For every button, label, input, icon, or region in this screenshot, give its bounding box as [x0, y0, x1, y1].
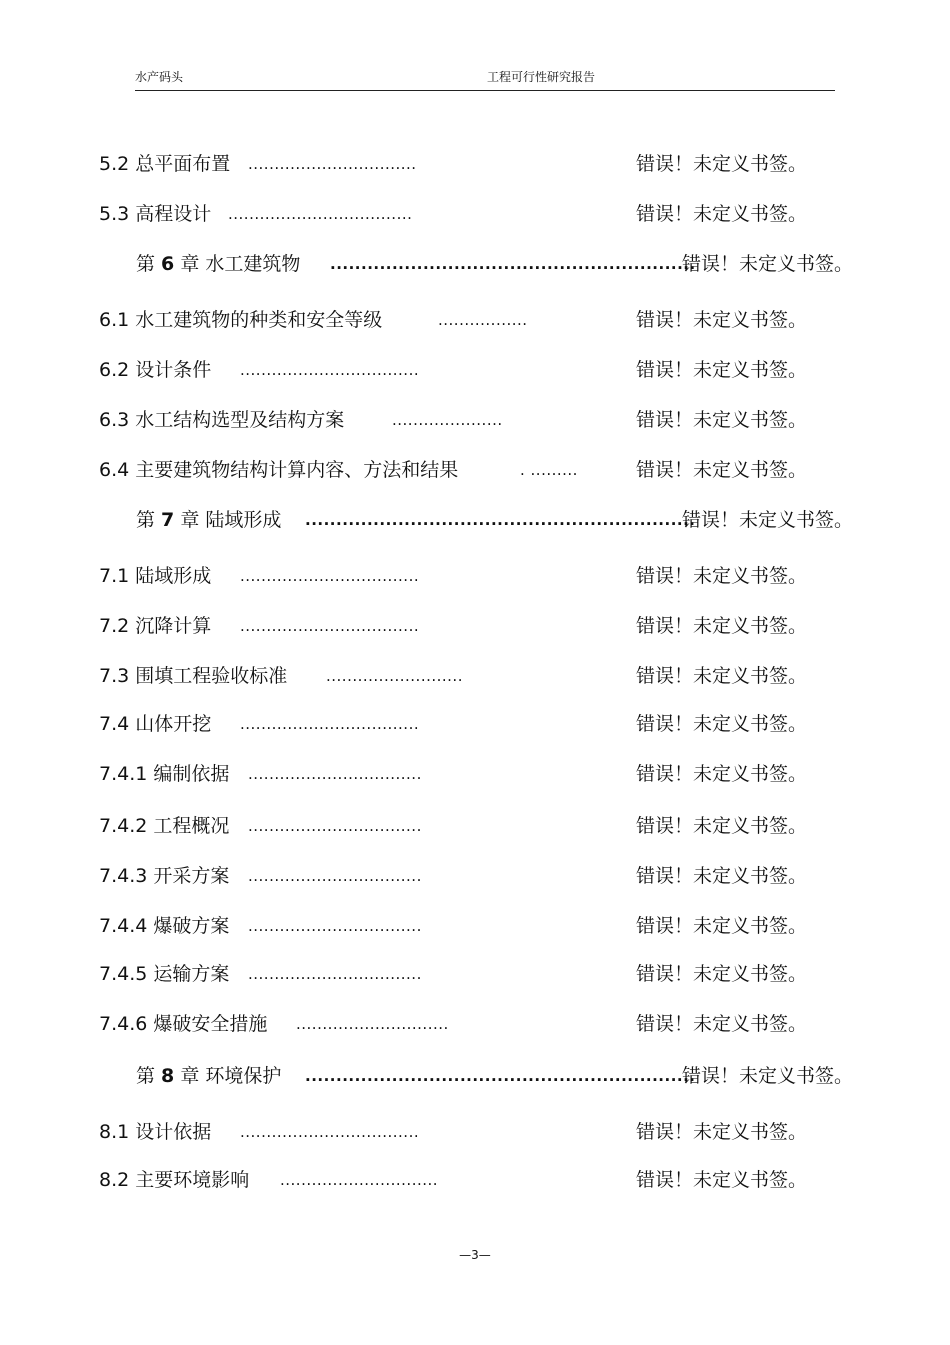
- toc-entry[interactable]: [0, 1010, 950, 1038]
- toc-page-reference: 错误！未定义书签。: [636, 815, 808, 837]
- toc-entry[interactable]: [0, 150, 950, 178]
- toc-entry[interactable]: [0, 710, 950, 738]
- toc-page-reference: 错误！未定义书签。: [636, 153, 808, 175]
- toc-page-reference: 错误！未定义书签。: [636, 1121, 808, 1143]
- toc-dot-leader: ..................................: [240, 1123, 420, 1141]
- toc-page-reference: 错误！未定义书签。: [636, 963, 808, 985]
- chapter-number: 8: [161, 1065, 175, 1087]
- toc-page-reference: 错误！未定义书签。: [636, 615, 808, 637]
- chapter-number: 7: [161, 509, 175, 531]
- toc-page-reference: 错误！未定义书签。: [636, 309, 808, 331]
- toc-entry[interactable]: [0, 1166, 950, 1194]
- toc-dot-leader: .............................: [296, 1015, 449, 1033]
- toc-entry-label: 7.4.3 开采方案: [99, 865, 230, 887]
- chapter-title: 章 水工建筑物: [174, 253, 301, 275]
- toc-entry-label: 6.3 水工结构选型及结构方案: [99, 409, 345, 431]
- chapter-prefix: 第: [136, 1065, 162, 1087]
- toc-entry[interactable]: [0, 1118, 950, 1146]
- toc-entry-label: 5.2 总平面布置: [99, 153, 231, 175]
- toc-entry-label: 7.4.5 运输方案: [99, 963, 230, 985]
- toc-entry-label: 8.2 主要环境影响: [99, 1169, 250, 1191]
- toc-entry-label: 5.3 高程设计: [99, 203, 212, 225]
- toc-page-reference: 错误！未定义书签。: [636, 203, 808, 225]
- toc-page-reference: 错误！未定义书签。: [636, 359, 808, 381]
- toc-entry-label: 7.4.1 编制依据: [99, 763, 230, 785]
- toc-page-reference: 错误！未定义书签。: [636, 1013, 808, 1035]
- toc-entry-label: 6.4 主要建筑物结构计算内容、方法和结果: [99, 459, 459, 481]
- toc-page-reference: 错误！未定义书签。: [636, 713, 808, 735]
- toc-entry-label: 7.4 山体开挖: [99, 713, 212, 735]
- toc-page-reference: 错误！未定义书签。: [682, 1065, 854, 1087]
- toc-page-reference: 错误！未定义书签。: [636, 1169, 808, 1191]
- toc-entry-label: [136, 250, 300, 278]
- toc-entry[interactable]: [0, 306, 950, 334]
- toc-dot-leader: ..............................: [280, 1171, 439, 1189]
- toc-dot-leader: .................................: [248, 867, 422, 885]
- toc-entry-label: 7.4.2 工程概况: [99, 815, 230, 837]
- toc-dot-leader: ..................................: [240, 617, 420, 635]
- toc-chapter-entry[interactable]: [0, 506, 950, 534]
- toc-entry-label: 7.1 陆域形成: [99, 565, 212, 587]
- toc-dot-leader: ...............................................................: [305, 511, 696, 529]
- toc-entry[interactable]: [0, 406, 950, 434]
- toc-entry[interactable]: [0, 562, 950, 590]
- chapter-number: 6: [161, 253, 175, 275]
- toc-dot-leader: .................................: [248, 965, 422, 983]
- toc-entry[interactable]: [0, 456, 950, 484]
- toc-entry-label: 7.3 围填工程验收标准: [99, 665, 288, 687]
- toc-dot-leader: .....................: [392, 411, 503, 429]
- toc-dot-leader: .................................: [248, 817, 422, 835]
- toc-entry-label: 7.4.6 爆破安全措施: [99, 1013, 268, 1035]
- toc-entry[interactable]: [0, 612, 950, 640]
- toc-chapter-entry[interactable]: [0, 250, 950, 278]
- toc-page-reference: 错误！未定义书签。: [682, 253, 854, 275]
- toc-entry[interactable]: [0, 356, 950, 384]
- toc-page-reference: 错误！未定义书签。: [636, 565, 808, 587]
- toc-page-reference: 错误！未定义书签。: [636, 409, 808, 431]
- page-number: —3—: [459, 1248, 491, 1262]
- toc-entry-label: 8.1 设计依据: [99, 1121, 212, 1143]
- chapter-title: 章 环境保护: [174, 1065, 282, 1087]
- toc-dot-leader: ..................................: [240, 567, 420, 585]
- toc-dot-leader: ...............................................................: [305, 1067, 696, 1085]
- toc-dot-leader: .................................: [248, 765, 422, 783]
- chapter-title: 章 陆域形成: [174, 509, 282, 531]
- toc-dot-leader: .................................: [248, 917, 422, 935]
- toc-dot-leader: ..................................: [240, 715, 420, 733]
- toc-entry[interactable]: [0, 812, 950, 840]
- toc-entry[interactable]: [0, 862, 950, 890]
- header-report-title: 工程可行性研究报告: [487, 70, 596, 84]
- toc-page-reference: 错误！未定义书签。: [636, 459, 808, 481]
- toc-entry-label: [136, 506, 281, 534]
- toc-page-reference: 错误！未定义书签。: [636, 915, 808, 937]
- toc-page-reference: 错误！未定义书签。: [636, 665, 808, 687]
- toc-dot-leader: ...................................: [228, 205, 413, 223]
- chapter-prefix: 第: [136, 253, 162, 275]
- toc-entry-label: 6.1 水工建筑物的种类和安全等级: [99, 309, 383, 331]
- toc-entry[interactable]: [0, 960, 950, 988]
- toc-entry-label: 7.2 沉降计算: [99, 615, 212, 637]
- toc-dot-leader: ................................: [248, 155, 417, 173]
- toc-dot-leader: ..................................: [240, 361, 420, 379]
- toc-entry[interactable]: [0, 662, 950, 690]
- toc-dot-leader: ...........................................................: [330, 255, 696, 273]
- toc-entry[interactable]: [0, 200, 950, 228]
- toc-entry[interactable]: [0, 912, 950, 940]
- toc-entry-label: [136, 1062, 281, 1090]
- header-project-name: 水产码头: [135, 70, 184, 84]
- toc-entry-label: 6.2 设计条件: [99, 359, 212, 381]
- toc-entry[interactable]: [0, 760, 950, 788]
- toc-page-reference: 错误！未定义书签。: [682, 509, 854, 531]
- toc-dot-leader: .................: [438, 311, 528, 329]
- toc-dot-leader: ..........................: [326, 667, 463, 685]
- toc-page-reference: 错误！未定义书签。: [636, 763, 808, 785]
- chapter-prefix: 第: [136, 509, 162, 531]
- toc-chapter-entry[interactable]: [0, 1062, 950, 1090]
- toc-entry-label: 7.4.4 爆破方案: [99, 915, 230, 937]
- toc-dot-leader: . .........: [520, 461, 578, 479]
- toc-page-reference: 错误！未定义书签。: [636, 865, 808, 887]
